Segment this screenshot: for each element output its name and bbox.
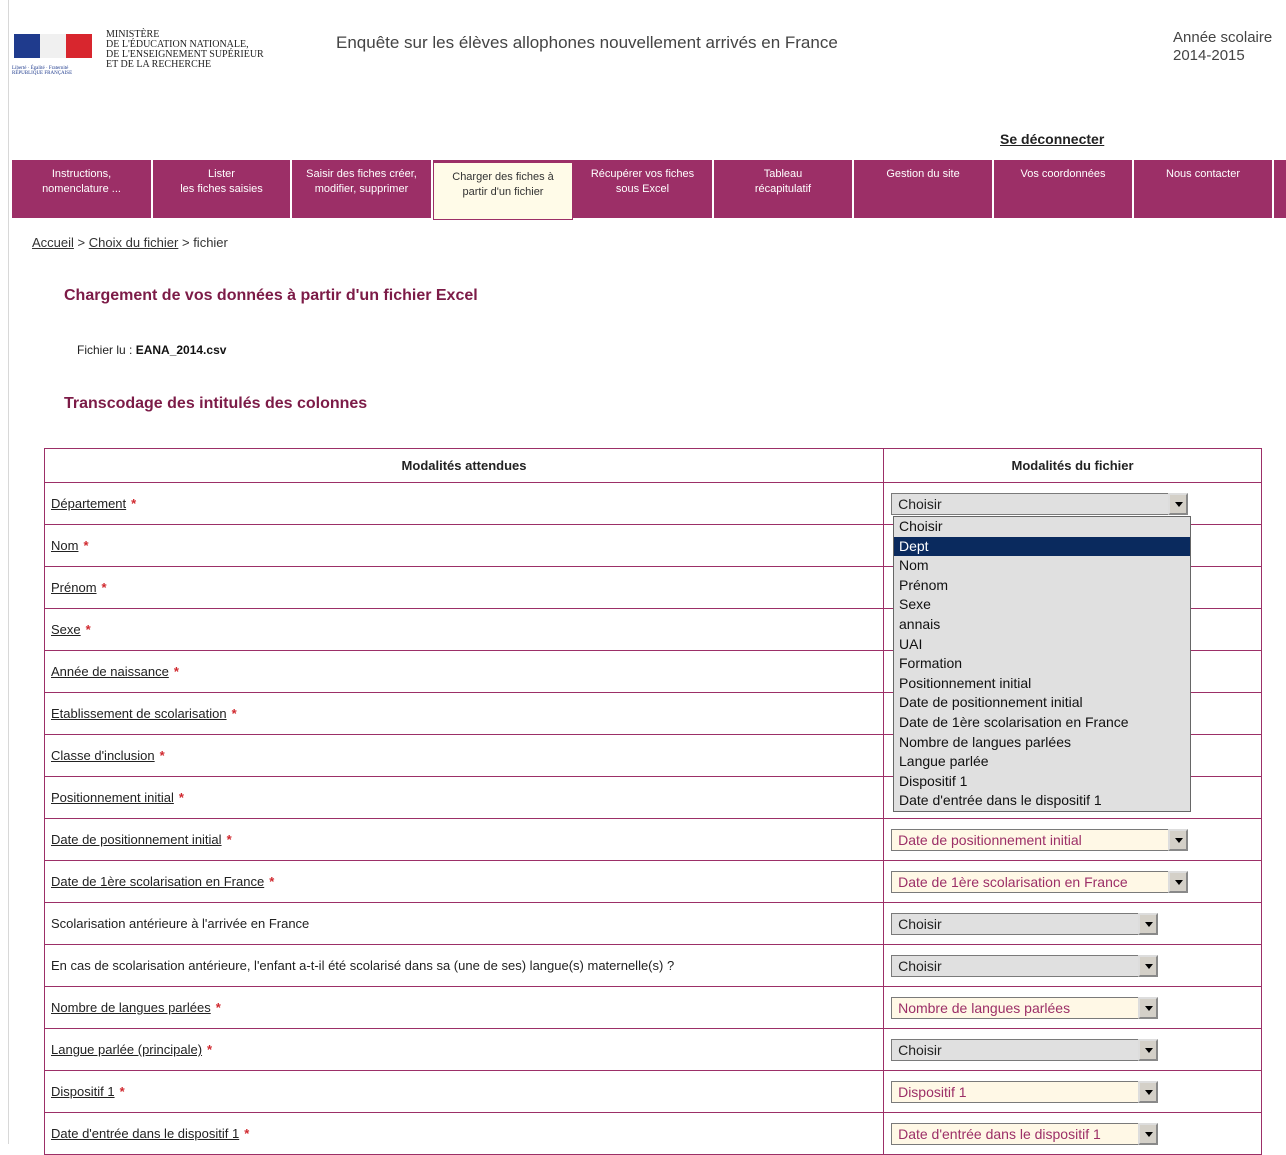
nav-instructions[interactable]: Instructions, nomenclature ... (12, 160, 153, 218)
field-label[interactable]: Prénom (51, 580, 97, 595)
dropdown-option[interactable]: UAI (899, 635, 923, 652)
required-marker: * (244, 1126, 250, 1141)
field-label[interactable]: Positionnement initial (51, 790, 174, 805)
chevron-down-icon[interactable] (1138, 1081, 1158, 1103)
survey-title: Enquête sur les élèves allophones nouvellement arrivés en France (336, 33, 838, 52)
field-label: En cas de scolarisation antérieure, l'enfant a-t-il été scolarisé dans sa (une de ses) langue(s) maternelle(s) ? (51, 958, 675, 973)
nav-site-management[interactable]: Gestion du site (854, 160, 994, 218)
col-header-file: Modalités du fichier (884, 449, 1262, 483)
required-marker: * (269, 874, 275, 889)
field-label[interactable]: Dispositif 1 (51, 1084, 115, 1099)
dropdown-option[interactable]: Nom (899, 557, 929, 574)
required-marker: * (178, 790, 184, 805)
table-row (45, 861, 1262, 903)
file-name: EANA_2014.csv (135, 343, 227, 357)
column-select[interactable]: Date d'entrée dans le dispositif 1 (891, 1123, 1157, 1145)
dropdown-option[interactable]: Date d'entrée dans le dispositif 1 (899, 792, 1102, 809)
chevron-down-icon[interactable] (1168, 871, 1188, 893)
dropdown-option[interactable]: Date de positionnement initial (899, 694, 1083, 711)
column-select[interactable]: Choisir (891, 913, 1157, 935)
required-marker: * (173, 664, 179, 679)
nav-summary-table[interactable]: Tableau récapitulatif (714, 160, 854, 218)
field-label[interactable]: Classe d'inclusion (51, 748, 155, 763)
nav-load-file[interactable]: Charger des fiches à partir d'un fichier (433, 162, 573, 220)
column-select[interactable]: Date de positionnement initial (891, 829, 1187, 851)
field-label[interactable]: Date de 1ère scolarisation en France (51, 874, 265, 889)
chevron-down-icon[interactable] (1138, 997, 1158, 1019)
field-label[interactable]: Nombre de langues parlées (51, 1000, 211, 1015)
nav-enter-records[interactable]: Saisir des fiches créer, modifier, supprimer (292, 160, 433, 218)
breadcrumb-current: fichier (193, 235, 228, 250)
dropdown-option[interactable]: Positionnement initial (899, 674, 1032, 691)
dropdown-option[interactable]: Date de 1ère scolarisation en France (899, 713, 1129, 730)
field-label[interactable]: Date d'entrée dans le dispositif 1 (51, 1126, 240, 1141)
nav-contact-details[interactable]: Vos coordonnées (994, 160, 1134, 218)
main-nav (12, 160, 1286, 218)
dropdown-option[interactable]: Prénom (899, 576, 949, 593)
field-label[interactable]: Département (51, 496, 127, 511)
nav-contact-us[interactable]: Nous contacter (1134, 160, 1274, 218)
field-label[interactable]: Nom (51, 538, 79, 553)
school-year: Année scolaire 2014-2015 (1173, 29, 1273, 64)
required-marker: * (101, 580, 107, 595)
table-row (45, 1113, 1262, 1155)
table-row (45, 819, 1262, 861)
chevron-down-icon[interactable] (1168, 829, 1188, 851)
column-select[interactable]: Nombre de langues parlées (891, 997, 1157, 1019)
required-marker: * (119, 1084, 125, 1099)
required-marker: * (231, 706, 237, 721)
table-row (45, 903, 1262, 945)
nav-export-excel[interactable]: Récupérer vos fiches sous Excel (573, 160, 714, 218)
marianne-flag-icon (12, 32, 96, 60)
dropdown-option-highlighted[interactable]: Dept (894, 537, 1190, 557)
required-marker: * (207, 1042, 213, 1057)
table-row (45, 1071, 1262, 1113)
page-left-border (8, 0, 9, 1144)
column-select[interactable]: Dispositif 1 (891, 1081, 1157, 1103)
field-label[interactable]: Date de positionnement initial (51, 832, 222, 847)
column-select[interactable]: Choisir (891, 493, 1187, 515)
ministry-name: MINISTÈRE DE L'ÉDUCATION NATIONALE, DE L'ENSEIGNEMENT SUPÉRIEUR ET DE LA RECHERCHE (106, 29, 264, 70)
table-row (45, 987, 1262, 1029)
dropdown-option[interactable]: Sexe (899, 596, 931, 613)
chevron-down-icon[interactable] (1168, 493, 1188, 515)
field-label[interactable]: Sexe (51, 622, 81, 637)
required-marker: * (85, 622, 91, 637)
required-marker: * (215, 1000, 221, 1015)
field-label: Scolarisation antérieure à l'arrivée en France (51, 916, 310, 931)
dropdown-option[interactable]: Langue parlée (899, 753, 989, 770)
table-row (45, 945, 1262, 987)
dropdown-option[interactable]: Dispositif 1 (899, 772, 968, 789)
chevron-down-icon[interactable] (1138, 955, 1158, 977)
table-row (45, 1029, 1262, 1071)
required-marker: * (83, 538, 89, 553)
logout-link[interactable]: Se déconnecter (1000, 131, 1105, 147)
nav-list-records[interactable]: Lister les fiches saisies (153, 160, 292, 218)
field-label[interactable]: Langue parlée (principale) (51, 1042, 203, 1057)
field-label[interactable]: Année de naissance (51, 664, 169, 679)
load-section-title: Chargement de vos données à partir d'un fichier Excel (64, 287, 478, 304)
dropdown-option[interactable]: Nombre de langues parlées (899, 733, 1071, 750)
required-marker: * (226, 832, 232, 847)
table-header-row (45, 449, 1262, 483)
chevron-down-icon[interactable] (1138, 1039, 1158, 1061)
required-marker: * (159, 748, 165, 763)
file-read-info: Fichier lu : EANA_2014.csv (77, 343, 227, 357)
breadcrumb-file-choice-link[interactable]: Choix du fichier (88, 235, 179, 250)
column-select[interactable]: Choisir (891, 955, 1157, 977)
chevron-down-icon[interactable] (1138, 1123, 1158, 1145)
column-select[interactable]: Choisir (891, 1039, 1157, 1061)
transcode-section-title: Transcodage des intitulés des colonnes (64, 395, 368, 412)
chevron-down-icon[interactable] (1138, 913, 1158, 935)
dropdown-option[interactable]: Formation (899, 655, 963, 672)
column-select[interactable]: Date de 1ère scolarisation en France (891, 871, 1187, 893)
breadcrumb-home-link[interactable]: Accueil (32, 235, 74, 250)
breadcrumb: Accueil > Choix du fichier > fichier (32, 235, 228, 250)
required-marker: * (131, 496, 137, 511)
republic-logo (12, 30, 98, 88)
dropdown-option[interactable]: Choisir (899, 518, 943, 534)
col-header-expected: Modalités attendues (45, 449, 884, 483)
field-label[interactable]: Etablissement de scolarisation (51, 706, 227, 721)
logo-motto: Liberté · Égalité · Fraternité RÉPUBLIQUE FRANÇAISE (12, 66, 73, 76)
dropdown-option[interactable]: annais (899, 615, 941, 632)
column-select-dropdown-list[interactable] (893, 516, 1191, 812)
